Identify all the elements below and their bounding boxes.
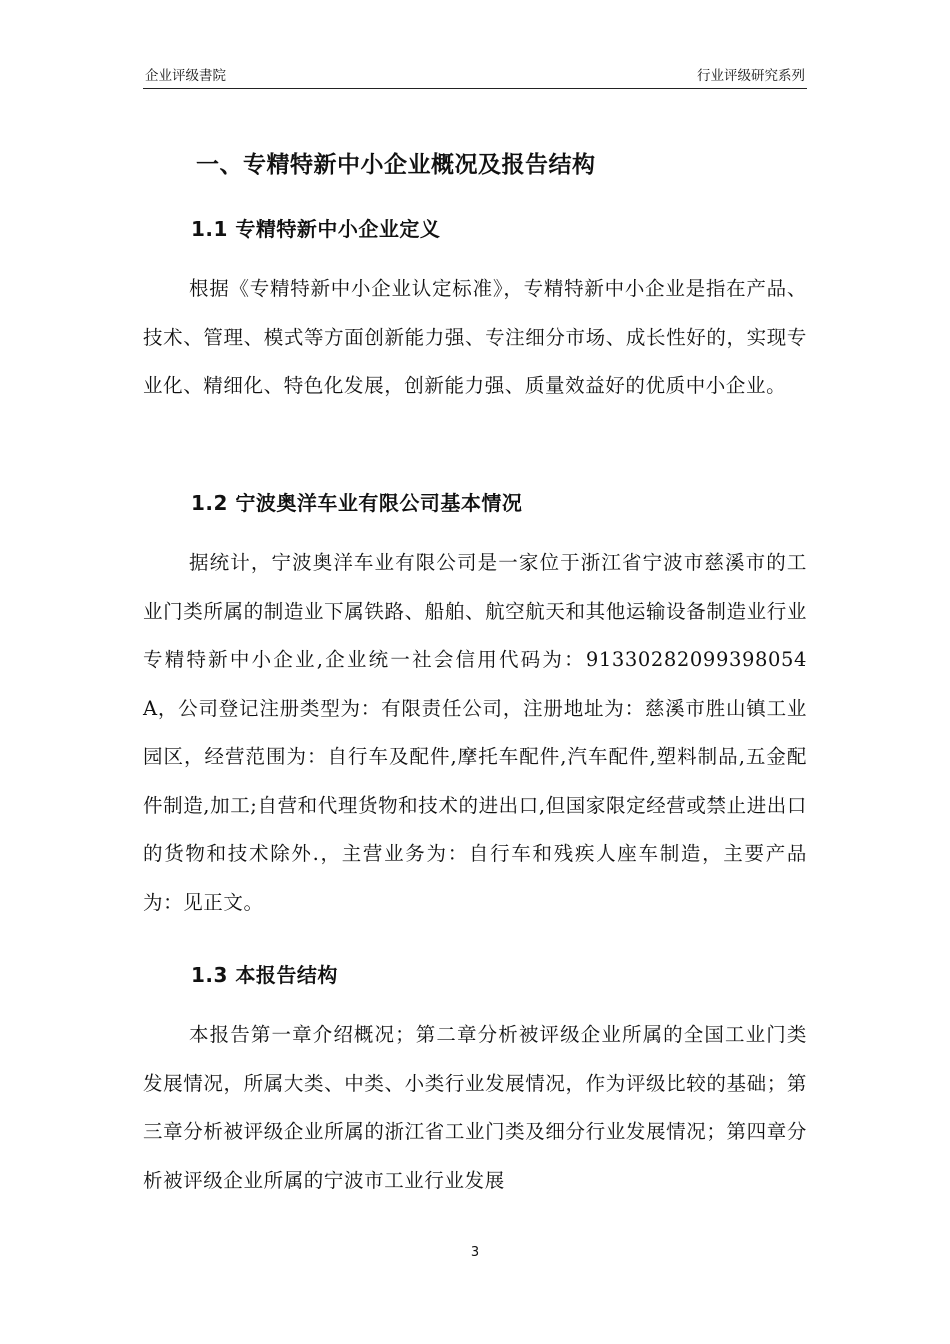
section-1-2-paragraph: 据统计，宁波奥洋车业有限公司是一家位于浙江省宁波市慈溪市的工业门类所属的制造业下属铁路、船舶、航空航天和其他运输设备制造业行业专精特新中小企业,企业统一社会信用代码为：91330282099398054A，公司登记注册类型为：有限责任公司，注册地址为：慈溪市胜山镇工业园区，经营范围为：自行车及配件,摩托车配件,汽车配件,塑料制品,五金配件制造,加工;自营和代理货物和技术的进出口,但国家限定经营或禁止进出口的货物和技术除外.，主营业务为：自行车和残疾人座车制造，主要产品为：见正文。 — [143, 551, 807, 914]
section-1-1-heading: 1.1 专精特新中小企业定义 — [191, 217, 441, 241]
section-1-heading: 一、专精特新中小企业概况及报告结构 — [196, 152, 596, 178]
section-1-3-heading: 1.3 本报告结构 — [191, 963, 338, 987]
page-header — [143, 66, 807, 89]
header-series: 行业评级研究系列 — [697, 68, 805, 84]
section-1-3-paragraph: 本报告第一章介绍概况；第二章分析被评级企业所属的全国工业门类发展情况，所属大类、中类、小类行业发展情况，作为评级比较的基础；第三章分析被评级企业所属的浙江省工业门类及细分行业发展情况；第四章分析被评级企业所属的宁波市工业行业发展 — [143, 1023, 807, 1192]
header-publisher: 企业评级書院 — [145, 68, 226, 84]
section-1-2-heading: 1.2 宁波奥洋车业有限公司基本情况 — [191, 491, 523, 515]
page-number: 3 — [470, 1245, 480, 1260]
section-1-1-paragraph: 根据《专精特新中小企业认定标准》，专精特新中小企业是指在产品、技术、管理、模式等方面创新能力强、专注细分市场、成长性好的，实现专业化、精细化、特色化发展，创新能力强、质量效益好的优质中小企业。 — [143, 277, 807, 397]
